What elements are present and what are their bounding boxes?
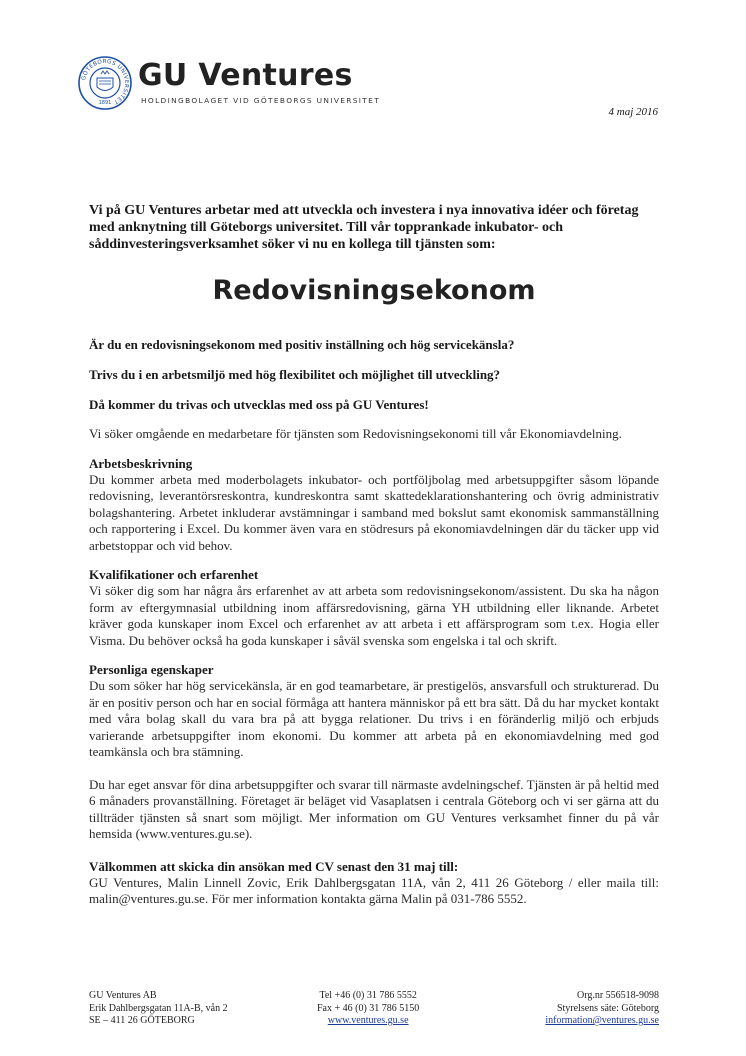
footer-board-seat: Styrelsens säte: Göteborg: [556, 1002, 659, 1014]
seal-year: 1891: [98, 100, 112, 106]
footer-company-info: [89, 990, 228, 1028]
footer-email-link[interactable]: information@ventures.gu.se: [545, 1015, 659, 1026]
section-text: Vi söker dig som har några års erfarenhet av att arbeta som redovisningsekonom/assistent. Du ska ha någon form av eftergymnasial utbildning inom affärsredovisning, gärna YH utbildning eller liknande. Arbetet kräver goda kunskaper inom Excel och erfarenhet av att arbeta i ett affärsprogram som t.ex. Hogia eller Visma. Du behöver också ha goda kunskaper i såväl svenska som engelska i tal och skrift.: [89, 583, 659, 648]
apply-text: GU Ventures, Malin Linnell Zovic, Erik Dahlbergsgatan 11A, vån 2, 411 26 Göteborg / eller maila till: malin@ventures.gu.se. För mer information kontakta gärna Malin på 031-786 5552.: [89, 874, 659, 906]
footer-org-number: Org.nr 556518-9098: [576, 990, 659, 1001]
intro-lead: Vi på GU Ventures arbetar med att utveckla och investera i nya innovativa idéer och företag med anknytning till Göteborgs universitet. Till vår topprankade inkubator- och såddinvesteringsverksamhet söker vi nu en kollega till tjänsten som:: [89, 203, 639, 252]
document-date: 4 maj 2016: [608, 106, 658, 118]
document-body: [89, 202, 659, 908]
section-heading: Arbetsbeskrivning: [89, 455, 193, 471]
section-responsibility: [89, 777, 659, 843]
footer-fax: Fax + 46 (0) 31 786 5150: [317, 1002, 420, 1014]
footer-street: Erik Dahlbergsgatan 11A-B, vån 2: [89, 1002, 228, 1014]
section-heading: Personliga egenskaper: [89, 662, 214, 677]
brand-name: GU Ventures: [138, 58, 353, 93]
footer-city: SE – 411 26 GÖTEBORG: [89, 1015, 195, 1026]
section-qualifications: [89, 567, 659, 649]
footer-website-link[interactable]: www.ventures.gu.se: [327, 1015, 409, 1026]
section-apply: [89, 859, 659, 908]
footer-company-name: GU Ventures AB: [89, 990, 157, 1001]
question-1: Är du en redovisningsekonom med positiv inställning och hög servicekänsla?: [89, 337, 515, 352]
question-3: Då kommer du trivas och utvecklas med oss på GU Ventures!: [89, 397, 429, 412]
section-text: Du kommer arbeta med moderbolagets inkubator- och portföljbolag med arbetsuppgifter såsom löpande redovisning, leverantörsreskontra, kundreskontra samt skattedeklarationshantering och övrig administrativ bolagshantering. Arbetet inkluderar avstämningar i samband med bokslut samt ekonomisk sammanställning och rapportering i Excel. Du kommer även vara en stödresurs på ekonomiavdelningen där du täcker upp vid arbetstoppar och vid behov.: [89, 471, 659, 553]
section-job-description: [89, 456, 659, 555]
university-seal-icon: [78, 56, 132, 110]
job-title: Redovisningsekonom: [212, 275, 536, 306]
footer-phone: Tel +46 (0) 31 786 5552: [319, 990, 417, 1001]
responsibility-text: Du har eget ansvar för dina arbetsuppgifter och svarar till närmaste avdelningschef. Tjänsten är på heltid med 6 månaders provanställning. Företaget är beläget vid Vasaplatsen i centrala Göteborg och vi ser gärna att du tillträder tjänsten så snart som möjligt. Mer information om GU Ventures verksamhet finner du på vår hemsida (www.ventures.gu.se).: [89, 776, 659, 841]
section-heading: Kvalifikationer och erfarenhet: [89, 567, 259, 582]
intro-text: Vi söker omgående en medarbetare för tjänsten som Redovisningsekonomi till vår Ekonomiavdelning.: [89, 426, 622, 441]
section-text: Du som söker har hög servicekänsla, är en god teamarbetare, är prestigelös, ansvarsfull och strukturerad. Du är en positiv person och har en social förmåga att hantera människor på ett bra sätt. Då du har mycket kontakt med våra bolag skall du vara bra på att bygga relationer. Du trivs i en föränderlig miljö och erbjuds varierande arbetsuppgifter inom ekonomi. Du kommer att arbeta på en ekonomiavdelning med god teamkänsla och bra stämning.: [89, 678, 660, 759]
question-2: Trivs du i en arbetsmiljö med hög flexibilitet och möjlighet till utveckling?: [89, 367, 501, 382]
apply-heading: Välkommen att skicka din ansökan med CV senast den 31 maj till:: [89, 858, 459, 874]
footer-registration: [545, 990, 659, 1028]
brand-tagline: HOLDINGBOLAGET VID GÖTEBORGS UNIVERSITET: [141, 96, 381, 105]
footer-contact: [317, 990, 419, 1028]
section-personal-qualities: [89, 662, 659, 761]
seal-text: GÖTEBORGS UNIVERSITET: [81, 58, 130, 105]
gu-ventures-logo: [78, 56, 381, 112]
